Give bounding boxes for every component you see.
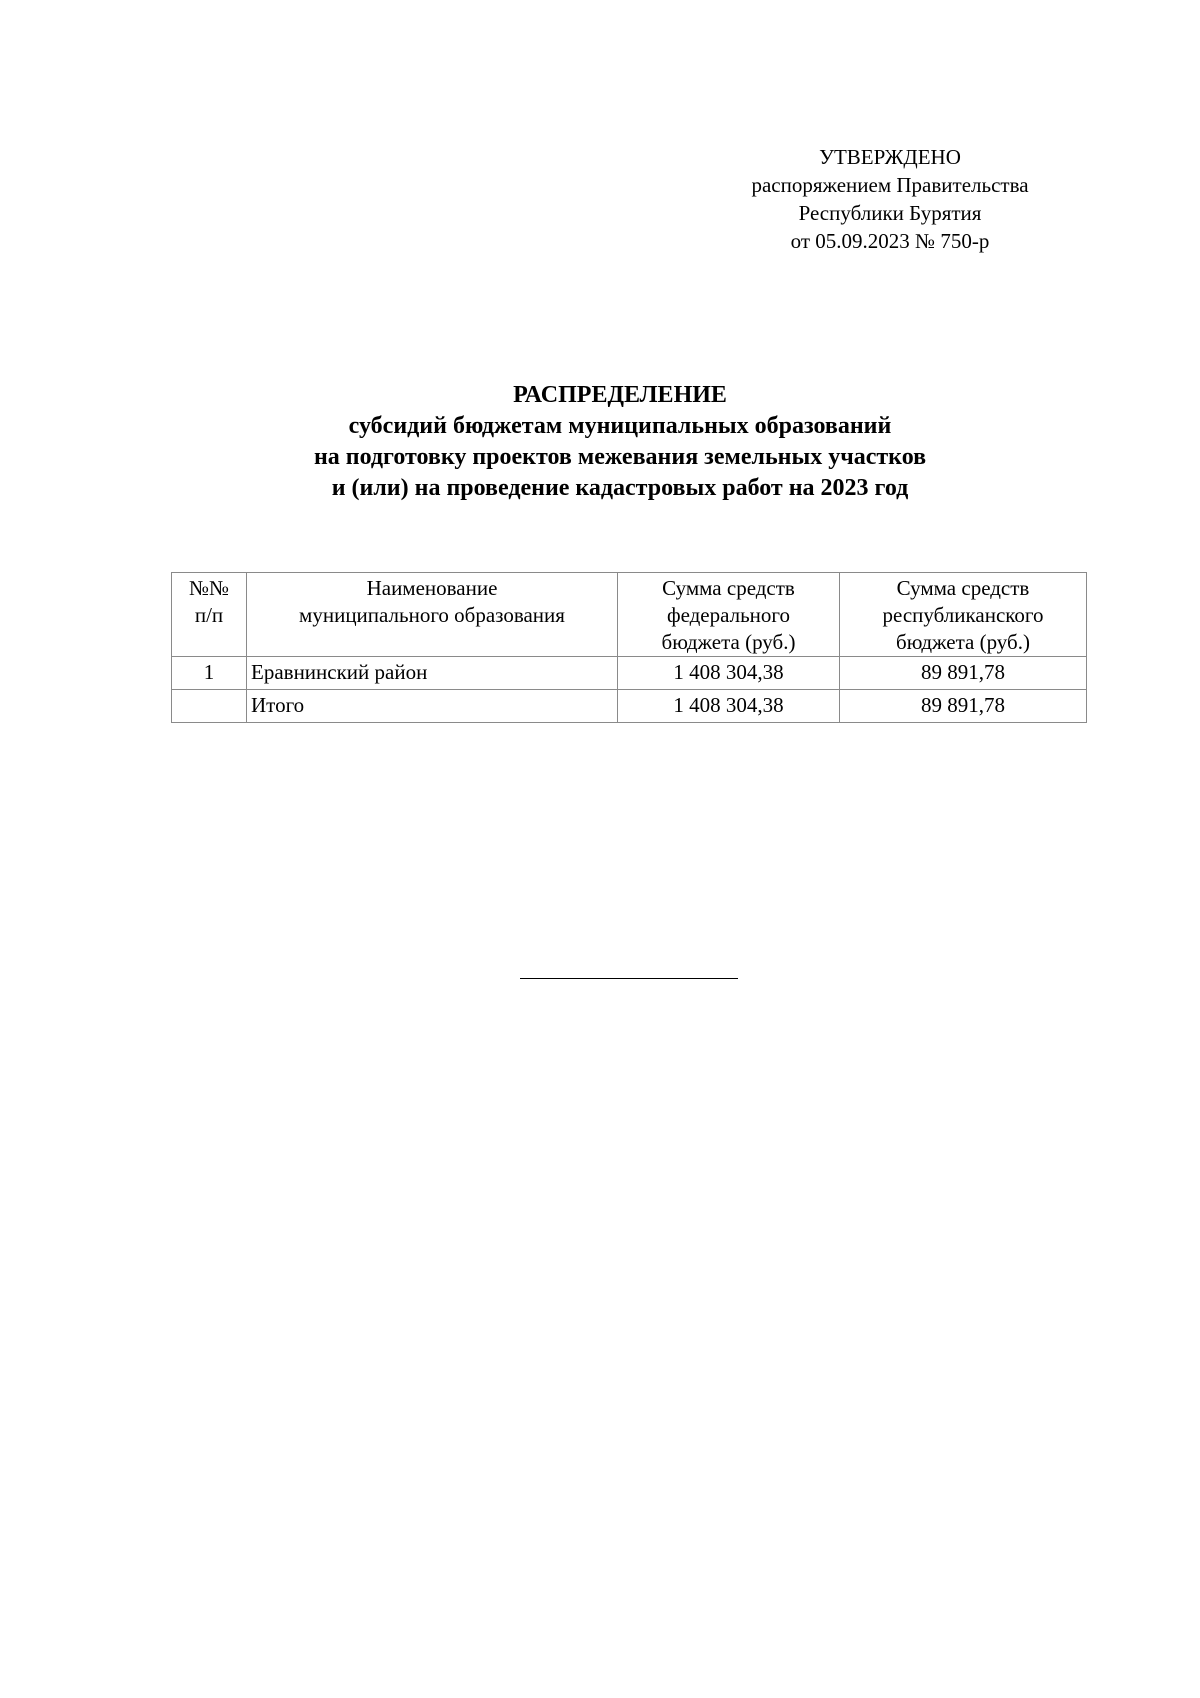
table-header-row <box>172 573 1087 657</box>
header-federal-budget: Сумма средств федерального бюджета (руб.) <box>618 573 840 657</box>
republic-amount: 89 891,78 <box>840 657 1087 690</box>
municipality-name: Еравнинский район <box>247 657 618 690</box>
approval-heading: УТВЕРЖДЕНО <box>819 145 961 169</box>
title-line-2: субсидий бюджетам муниципальных образований <box>348 413 892 439</box>
title-line-3: на подготовку проектов межевания земельных участков <box>313 444 927 470</box>
table-total-row <box>172 690 1087 723</box>
federal-amount: 1 408 304,38 <box>618 657 840 690</box>
total-label: Итого <box>247 690 618 723</box>
approval-date-number: от 05.09.2023 № 750-р <box>790 229 990 253</box>
title-line-4: и (или) на проведение кадастровых работ на 2023 год <box>331 475 909 501</box>
end-separator-line <box>520 978 738 979</box>
document-title <box>170 380 1070 504</box>
distribution-table <box>171 572 1087 723</box>
row-number <box>172 690 247 723</box>
federal-total: 1 408 304,38 <box>618 690 840 723</box>
table-row <box>172 657 1087 690</box>
header-municipality: Наименование муниципального образования <box>247 573 618 657</box>
approval-authority: распоряжением Правительства <box>751 173 1029 197</box>
title-line-1: РАСПРЕДЕЛЕНИЕ <box>513 382 727 408</box>
approval-stamp <box>700 143 1080 255</box>
header-republic-budget: Сумма средств республиканского бюджета (руб.) <box>840 573 1087 657</box>
header-row-number: №№ п/п <box>172 573 247 657</box>
row-number: 1 <box>172 657 247 690</box>
approval-republic: Республики Бурятия <box>798 201 982 225</box>
republic-total: 89 891,78 <box>840 690 1087 723</box>
